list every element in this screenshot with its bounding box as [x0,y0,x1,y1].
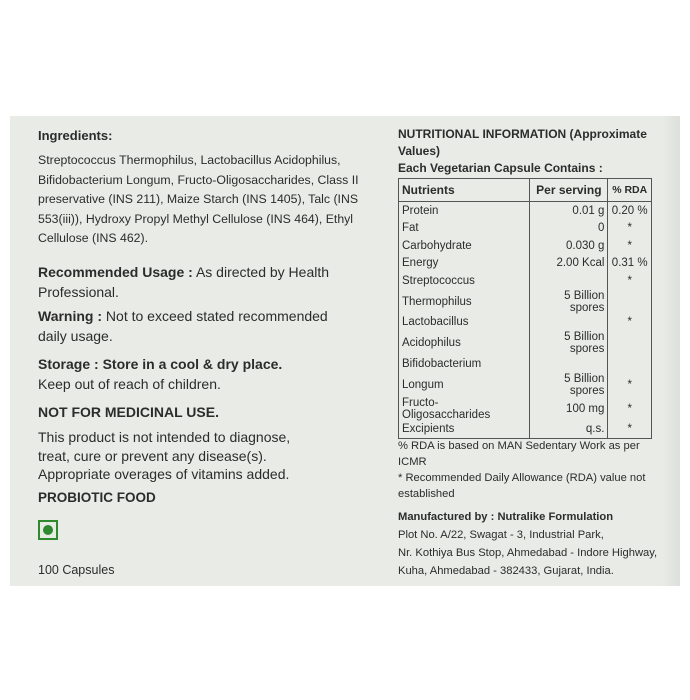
nutrient-name-cell: Protein [399,202,530,220]
nutrient-name-cell: Fructo-Oligosaccharides [399,397,530,421]
rda-cell [608,290,652,314]
table-row [399,355,652,373]
table-row [399,237,652,255]
rda-cell: * [608,373,652,397]
nutrition-subtitle: Each Vegetarian Capsule Contains : [398,161,603,175]
disclaimer [38,428,290,484]
table-row [399,272,652,290]
table-row [399,255,652,273]
warning [38,306,328,346]
table-row [399,331,652,355]
rda-cell [608,355,652,373]
capsule-count-text: 100 Capsules [38,563,115,577]
table-header-row [399,179,652,202]
per-serving-cell: 5 Billion spores [530,290,608,314]
nutrient-name-cell: Carbohydrate [399,237,530,255]
address-line: Plot No. A/22, Swagat - 3, Industrial Park, [398,529,604,541]
ingredients-line: Streptococcus Thermophilus, Lactobacillus Acidophilus, [38,153,341,167]
per-serving-cell: q.s. [530,421,608,439]
address-line: Kuha, Ahmedabad - 382433, Gujarat, India. [398,565,614,577]
table-row [399,314,652,332]
warning-text: daily usage. [38,328,113,344]
storage-text: Keep out of reach of children. [38,376,221,392]
per-serving-cell: 0.030 g [530,237,608,255]
table-row [399,202,652,220]
table-row [399,373,652,397]
veg-mark-dot [43,525,53,535]
nutrition-table [398,178,652,439]
rda-footnote-line: * Recommended Daily Allowance (RDA) value not established [398,472,646,500]
per-serving-cell [530,272,608,290]
not-medicinal-text: NOT FOR MEDICINAL USE. [38,404,219,420]
rda-cell: * [608,421,652,439]
not-medicinal [38,402,219,422]
rda-cell: * [608,272,652,290]
header-rda: % RDA [608,179,652,202]
warning-text: Not to exceed stated recommended [102,308,328,324]
veg-mark-box [38,520,58,540]
veg-mark-icon [38,520,58,540]
nutrition-table-body [399,202,652,439]
usage-label: Recommended Usage : [38,264,193,280]
header-nutrients: Nutrients [399,179,530,202]
left-column [38,126,368,577]
table-row [399,397,652,421]
ingredients-line: preservative (INS 211), Maize Starch (INS 1405), Talc (INS [38,192,359,206]
right-column [398,126,668,577]
nutrient-name-cell: Acidophilus [399,331,530,355]
per-serving-cell: 2.00 Kcal [530,255,608,273]
rda-cell: * [608,314,652,332]
usage-text: Professional. [38,284,119,300]
nutrient-name-cell: Lactobacillus [399,314,530,332]
storage [38,354,282,394]
nutrient-name-cell: Streptococcus [399,272,530,290]
product-label-card [10,116,680,586]
nutrient-name-cell: Thermophilus [399,290,530,314]
per-serving-cell: 5 Billion spores [530,373,608,397]
nutrient-name-cell: Bifidobacterium [399,355,530,373]
rda-cell: 0.20 % [608,202,652,220]
per-serving-cell [530,355,608,373]
header-per-serving: Per serving [530,179,608,202]
nutrient-name-cell: Excipients [399,421,530,439]
rda-cell: * [608,397,652,421]
manufacturer [398,508,688,580]
probiotic-food [38,488,156,508]
probiotic-text: PROBIOTIC FOOD [38,490,156,505]
nutrient-name-cell: Longum [399,373,530,397]
table-row [399,421,652,439]
rda-footnote [398,470,666,502]
capsule-count [38,560,114,580]
rda-cell: * [608,220,652,238]
manufacturer-name: Nutralike Formulation [494,511,614,523]
rda-cell: * [608,237,652,255]
ingredients-text [38,151,368,249]
per-serving-cell [530,314,608,332]
ingredients-line: 553(iii)), Hydroxy Propyl Methyl Cellulose (INS 464), Ethyl [38,211,354,226]
nutrition-title: NUTRITIONAL INFORMATION (Approximate Values) [398,127,647,158]
usage-text: As directed by Health [192,264,330,280]
rda-note [398,438,666,470]
disclaimer-line: This product is not intended to diagnose, [38,429,291,445]
warning-label: Warning : [38,308,103,324]
storage-label: Storage : Store in a cool & dry place. [38,356,283,372]
table-row [399,290,652,314]
disclaimer-line: Appropriate overages of vitamins added. [38,466,290,482]
manufacturer-label: Manufactured by : [398,511,495,523]
per-serving-cell: 100 mg [530,397,608,421]
per-serving-cell: 5 Billion spores [530,331,608,355]
ingredients-line: Cellulose (INS 462). [38,231,149,245]
nutrient-name-cell: Energy [399,255,530,273]
rda-note-line: % RDA is based on MAN Sedentary Work as per ICMR [398,440,640,468]
rda-cell [608,331,652,355]
rda-cell: 0.31 % [608,255,652,273]
per-serving-cell: 0 [530,220,608,238]
table-row [399,220,652,238]
ingredients-title: Ingredients: [38,128,113,143]
recommended-usage [38,262,329,302]
nutrient-name-cell: Fat [399,220,530,238]
ingredients-line: Bifidobacterium Longum, Fructo-Oligosaccharides, Class II [38,172,359,187]
per-serving-cell: 0.01 g [530,202,608,220]
address-line: Nr. Kothiya Bus Stop, Ahmedabad - Indore Highway, [398,547,658,559]
disclaimer-line: treat, cure or prevent any disease(s). [38,447,267,464]
